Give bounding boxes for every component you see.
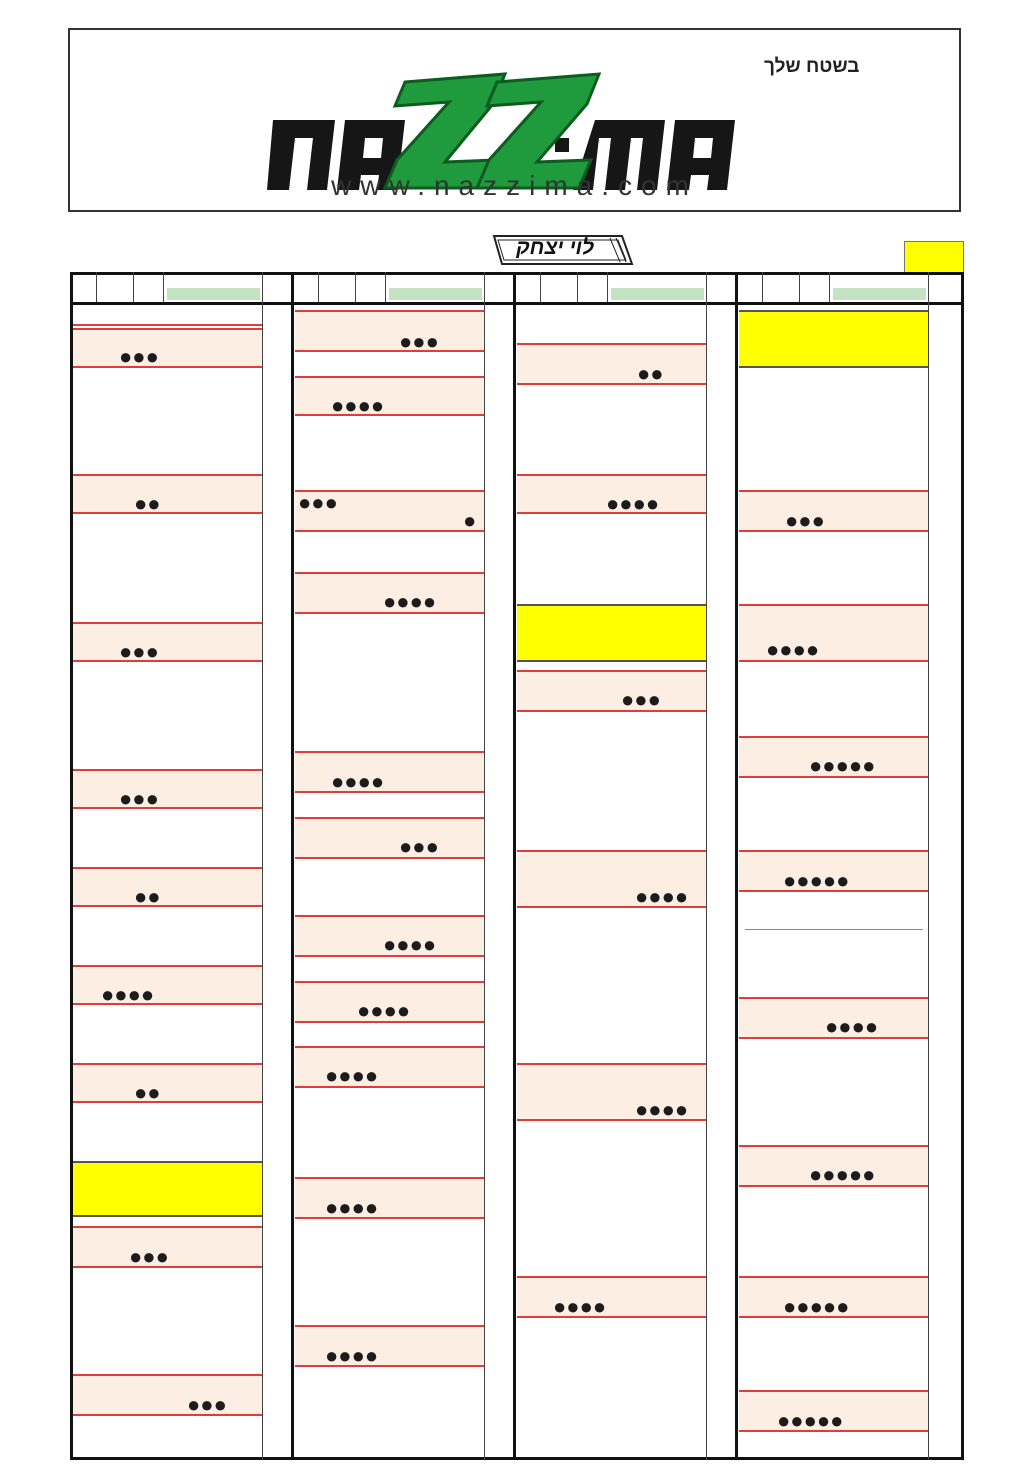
list-entry[interactable] <box>73 328 262 368</box>
column-divider <box>513 272 516 1460</box>
rating-dots: ●●●● <box>635 1097 689 1122</box>
section-title: לוי יצחק <box>515 236 595 259</box>
list-entry[interactable] <box>295 490 484 532</box>
list-entry[interactable] <box>739 490 928 532</box>
list-entry[interactable] <box>739 850 928 892</box>
rating-dots: ●●● <box>119 786 159 811</box>
rating-dots: ●● <box>637 361 664 386</box>
list-entry[interactable] <box>295 310 484 352</box>
rating-dots: ●●●● <box>331 393 385 418</box>
rating-dots: ●●● <box>399 329 439 354</box>
list-entry[interactable] <box>295 1325 484 1367</box>
rating-dots: ●●●● <box>383 932 437 957</box>
rating-dots: ●●●●● <box>783 1294 850 1319</box>
header-row-line <box>70 302 964 305</box>
list-entry[interactable] <box>73 474 262 514</box>
list-entry[interactable] <box>73 1226 262 1268</box>
list-entry[interactable] <box>517 1063 706 1121</box>
list-entry[interactable] <box>517 343 706 385</box>
column-divider <box>735 272 738 1460</box>
rating-dots: ●●●● <box>325 1343 379 1368</box>
list-entry[interactable] <box>739 604 928 662</box>
rating-dots: ●●● <box>399 834 439 859</box>
list-entry[interactable] <box>73 622 262 662</box>
rating-dots: ●●●● <box>766 637 820 662</box>
rating-dots: ●●●● <box>383 589 437 614</box>
header-green-bar <box>389 288 482 300</box>
rating-dots: ●●●● <box>325 1195 379 1220</box>
rating-dots: ●●● <box>298 490 338 515</box>
highlighted-block <box>73 1161 262 1217</box>
list-entry[interactable] <box>295 751 484 793</box>
site-banner <box>68 28 961 212</box>
rating-dots: ●●● <box>621 687 661 712</box>
highlight-marker <box>904 241 964 273</box>
list-entry[interactable] <box>739 997 928 1039</box>
list-entry[interactable] <box>517 474 706 514</box>
header-green-bar <box>833 288 926 300</box>
rating-dots: ●●● <box>785 508 825 533</box>
list-entry[interactable] <box>73 1063 262 1103</box>
list-entry[interactable] <box>517 1276 706 1318</box>
list-entry[interactable] <box>295 572 484 614</box>
list-entry[interactable] <box>73 965 262 1005</box>
rating-dots: ●●●● <box>635 884 689 909</box>
rating-dots: ●●● <box>119 639 159 664</box>
rating-dots: ● <box>463 508 477 533</box>
column-gutter-line <box>928 272 929 1460</box>
rating-dots: ●●●● <box>101 982 155 1007</box>
column-divider <box>291 272 294 1460</box>
rating-dots: ●●●●● <box>777 1408 844 1433</box>
list-entry[interactable] <box>73 1374 262 1416</box>
rating-dots: ●●●● <box>331 769 385 794</box>
rating-dots: ●●●●● <box>809 753 876 778</box>
rating-dots: ●●●● <box>553 1294 607 1319</box>
list-entry[interactable] <box>739 736 928 778</box>
list-entry[interactable] <box>295 1177 484 1219</box>
rating-dots: ●● <box>134 1080 161 1105</box>
column-gutter-line <box>262 272 263 1460</box>
rating-dots: ●● <box>134 884 161 909</box>
rating-dots: ●●● <box>119 344 159 369</box>
list-entry[interactable] <box>517 670 706 712</box>
list-entry[interactable] <box>739 1145 928 1187</box>
highlighted-block <box>739 310 928 368</box>
header-green-bar <box>611 288 704 300</box>
rating-dots: ●●●● <box>825 1014 879 1039</box>
list-entry[interactable] <box>295 817 484 859</box>
list-entry[interactable] <box>517 850 706 908</box>
column-gutter-line <box>484 272 485 1460</box>
list-entry[interactable] <box>73 867 262 907</box>
rating-dots: ●● <box>134 491 161 516</box>
site-url[interactable]: www.nazzima.com <box>331 170 698 201</box>
rating-dots: ●●●●● <box>809 1162 876 1187</box>
rating-dots: ●●● <box>129 1244 169 1269</box>
rating-dots: ●●● <box>187 1392 227 1417</box>
list-entry[interactable] <box>295 915 484 957</box>
divider <box>745 929 923 930</box>
rating-dots: ●●●● <box>325 1063 379 1088</box>
list-entry[interactable] <box>739 1276 928 1318</box>
list-entry[interactable] <box>73 769 262 809</box>
rating-dots: ●●●●● <box>783 868 850 893</box>
list-entry[interactable] <box>295 981 484 1023</box>
banner-tagline: בשטח שלך <box>764 56 860 77</box>
rating-dots: ●●●● <box>606 491 660 516</box>
list-entry[interactable] <box>739 1390 928 1432</box>
list-entry[interactable] <box>295 376 484 416</box>
header-green-bar <box>167 288 260 300</box>
column-gutter-line <box>706 272 707 1460</box>
rating-dots: ●●●● <box>357 998 411 1023</box>
highlighted-block <box>517 604 706 662</box>
list-entry[interactable] <box>295 1046 484 1088</box>
